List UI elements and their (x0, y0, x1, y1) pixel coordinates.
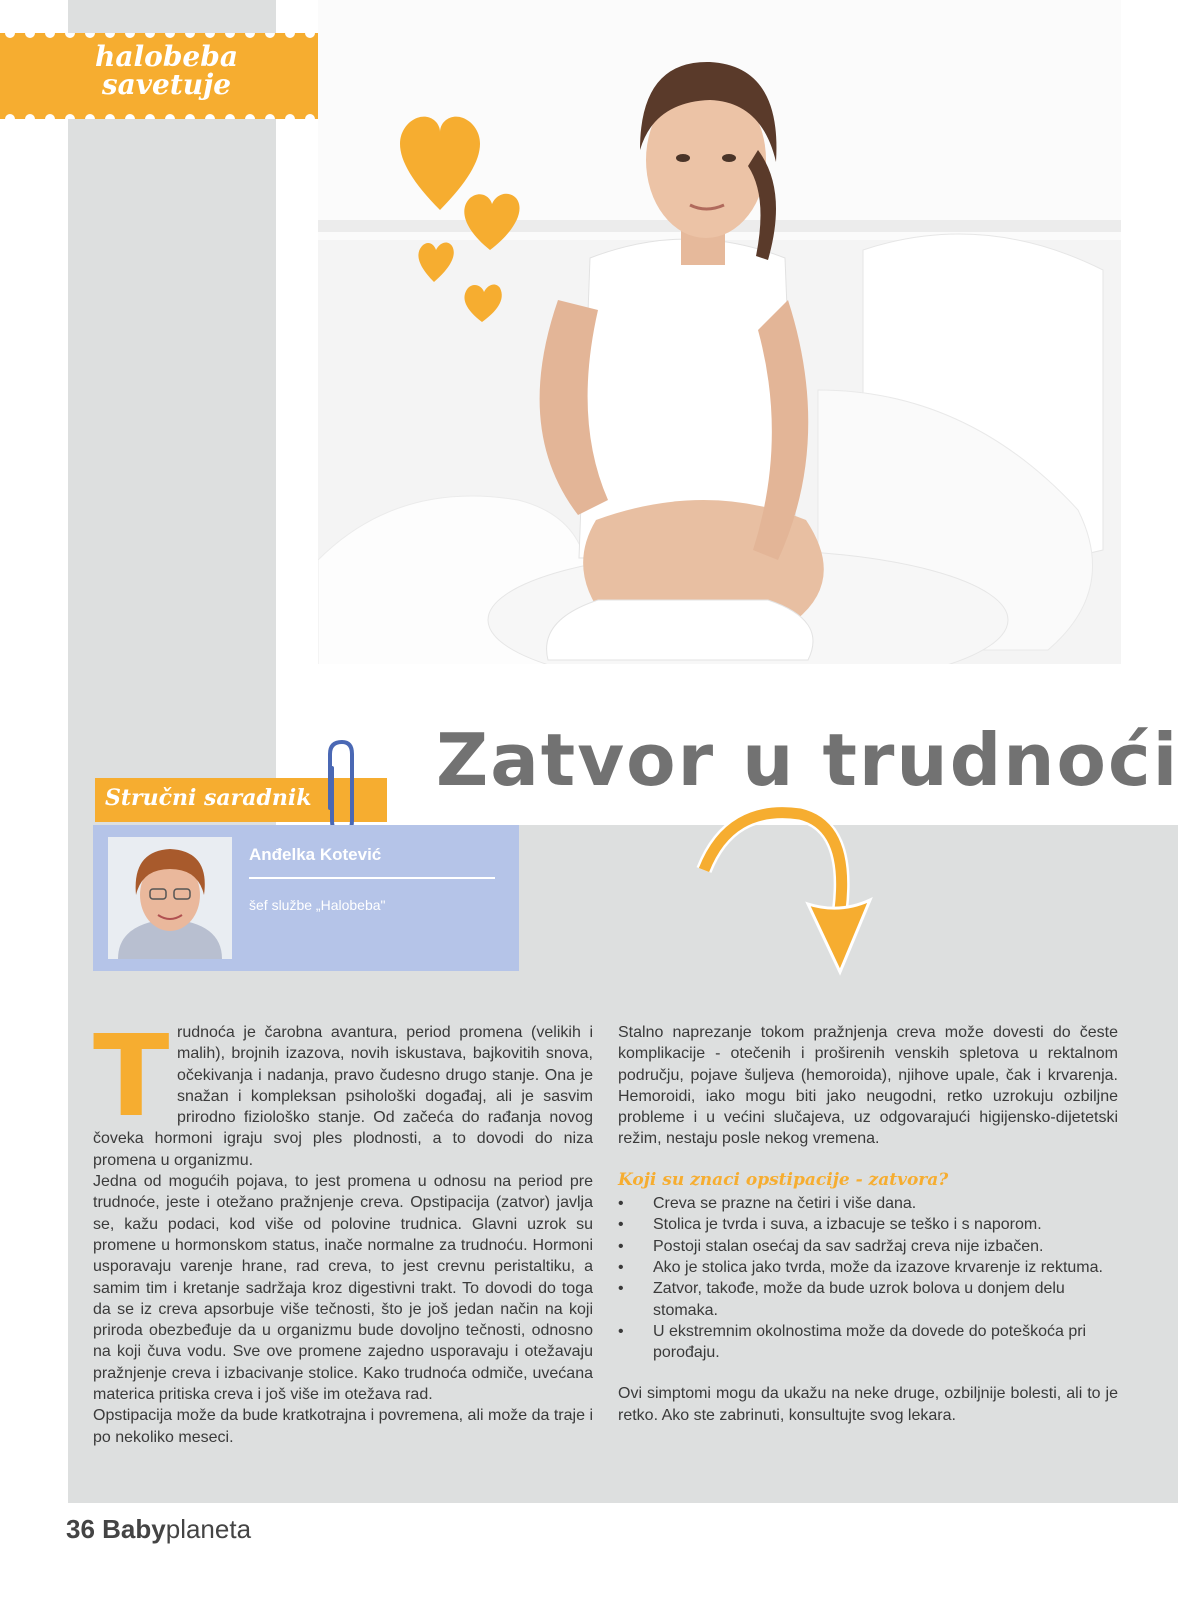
author-role: šef službe „Halobeba" (249, 897, 386, 913)
pregnant-woman-illustration (318, 0, 1121, 680)
badge-text (0, 40, 333, 101)
list-item: • U ekstremnim okolnostima može da dovede do poteškoća pri porođaju. (618, 1321, 1118, 1364)
author-divider (249, 877, 495, 879)
article-left-column (93, 1012, 593, 1448)
list-item: • Stolica je tvrda i suva, a izbacuje se teško i s naporom. (618, 1214, 1118, 1235)
page-number: 36 (66, 1514, 95, 1544)
closing-paragraph: Ovi simptomi mogu da ukažu na neke druge, ozbiljnije bolesti, ali to je retko. Ako ste zabrinuti, konsultujte svog lekara. (618, 1385, 1118, 1424)
expert-label: Stručni saradnik (105, 785, 312, 811)
page-footer (66, 1514, 251, 1545)
article-title: Zatvor u trudnoći (436, 718, 1180, 802)
article-paragraph: Jedna od mogućih pojava, to jest promena u odnosu na period pre trudnoće, jeste i otežano pražnjenje creva. Opstipacija (zatvor) javlja se, kažu podaci, kod više od polovine trudnica. Glavni uzrok su promene u hormonskom status, inače normalne za trudnoću. Hormoni usporavaju varenje hrane, rad creva, to jest crevnu peristaltiku, a samim tim i kretanje sadržaja kroz digestivni trakt. To dovodi do toga da se iz creva apsorbuje više tečnosti, što je još jedan način na koji priroda obezbeđuje da u organizmu bude dovoljno tečnosti, odnosno na koji čuva vodu. Sve ove promene zajedno usporavaju i otežavaju pražnjenje creva i izbacivanje stolice. Kako trudnoća odmiče, uvećana materica pritiska creva i još više im otežava rad. (93, 1173, 593, 1404)
author-name: Anđelka Kotević (249, 845, 382, 864)
halobeba-badge (0, 33, 333, 119)
list-item: • Zatvor, takođe, može da bude uzrok bolova u donjem delu stomaka. (618, 1278, 1118, 1321)
curved-arrow-icon (690, 800, 880, 980)
article-paragraph: Opstipacija može da bude kratkotrajna i povremena, ali može da traje i po nekoliko meseci. (93, 1407, 593, 1446)
avatar (108, 837, 232, 959)
hero-photo (318, 0, 1121, 680)
article-paragraph: rudnoća je čarobna avantura, period promena (velikih i malih), brojnih izazova, novih iskustava, bajkovitih snova, očekivanja i nadanja, pravo čudesno drugo stanje. Ona je snažan i kompleksan psihološki događaj, ali je sasvim prirodno fiziološko stanje. Od začeća do rađanja novog čoveka hormoni igraju svoj ples plodnosti, a to dovodi do niza promena u organizmu. (93, 1024, 593, 1169)
badge-line-2: savetuje (101, 68, 232, 101)
list-item: • Postoji stalan osećaj da sav sadržaj creva nije izbačen. (618, 1236, 1118, 1257)
gray-sidebar-panel (68, 0, 276, 825)
heart-icon (418, 243, 453, 282)
heart-icon (464, 194, 519, 250)
brand-bold: Baby (102, 1514, 166, 1544)
badge-line-1: halobeba (95, 40, 238, 73)
heart-icon (400, 117, 480, 210)
list-item: • Creva se prazne na četiri i više dana. (618, 1193, 1118, 1214)
brand-light: planeta (165, 1514, 252, 1544)
hearts-decoration (390, 110, 540, 330)
article-right-column (618, 1022, 1118, 1426)
symptoms-heading: Koji su znaci opstipacije - zatvora? (618, 1169, 949, 1190)
author-card (93, 825, 519, 971)
dropcap (93, 1012, 170, 1142)
symptoms-list (618, 1193, 1118, 1363)
dropcap-letter: T (93, 1012, 170, 1142)
paperclip-icon (320, 738, 364, 838)
article-paragraph: Stalno naprezanje tokom pražnjenja creva može dovesti do česte komplikacije - otečenih i proširenih venskih spletova u rektalnom području, pojave šuljeva (hemoroida), njihove upale, čak i krvarenja. Hemoroidi, iako mogu biti jako neugodni, retko uzrokuju ozbiljne probleme i u većini slučajeva, uz odgovarajući higijensko-dijetetski režim, nestaju posle nekog vremena. (618, 1024, 1118, 1148)
list-item: • Ako je stolica jako tvrda, može da izazove krvarenje iz rektuma. (618, 1257, 1118, 1278)
author-portrait (108, 837, 232, 959)
heart-icon (464, 285, 501, 322)
